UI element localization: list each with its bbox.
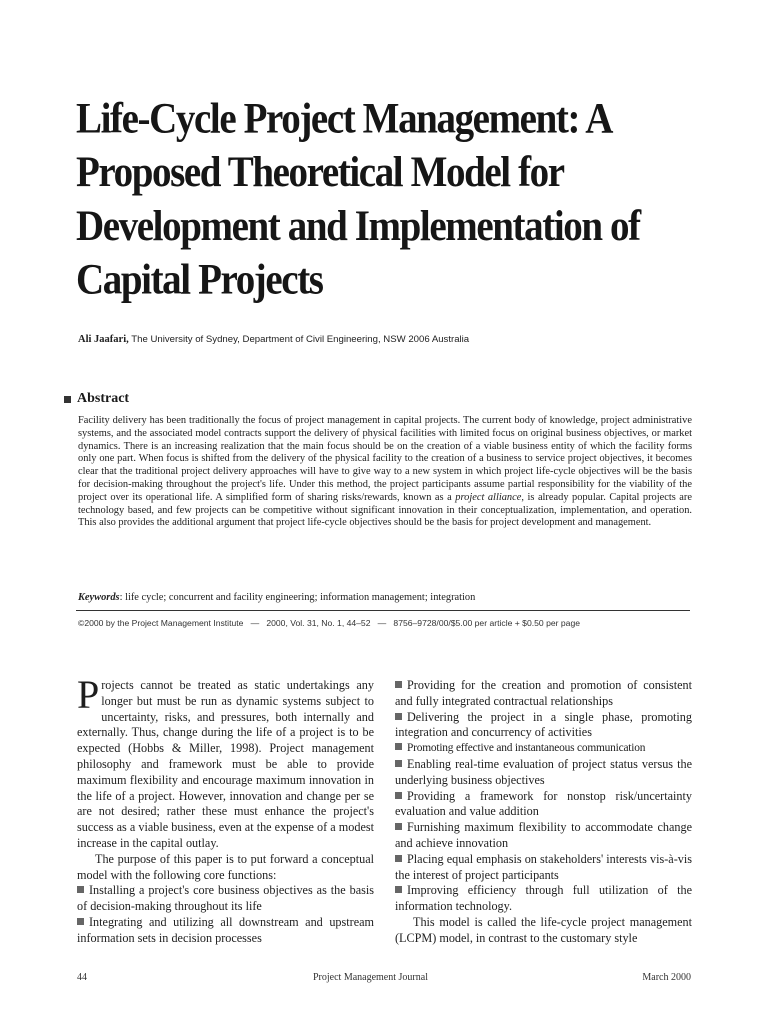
body-paragraph-2: The purpose of this paper is to put forward a conceptual model with the following core functions: [77,851,374,882]
list-item-text: Integrating and utilizing all downstream and upstream information sets in decision processes [77,914,374,945]
list-item [77,915,374,947]
list-item [395,789,692,821]
abstract-body [78,415,692,530]
list-item [395,820,692,852]
list-item-text: Providing for the creation and promotion of consistent and fully integrated contractual relationships [395,678,692,708]
keywords-label: Keywords [78,592,120,603]
list-item-text: Providing a framework for nonstop risk/uncertainty evaluation and value addition [395,788,692,819]
body-paragraph-1 [77,672,374,852]
list-item-text: Enabling real-time evaluation of project status versus the underlying business objectives [395,756,692,787]
paper-title: Life-Cycle Project Management: A Proposed Theoretical Model for Development and Implementation of Capital Projects [76,94,640,304]
list-item-text: Placing equal emphasis on stakeholders' interests vis-à-vis the interest of project participants [395,851,692,882]
square-bullet-icon [395,792,402,799]
body-column-left [77,672,374,947]
author-name: Ali Jaafari, [78,334,129,345]
section-divider [76,610,690,611]
square-bullet-icon [395,886,402,893]
square-bullet-icon [395,823,402,830]
body-paragraph-3: This model is called the life-cycle project management (LCPM) model, in contrast to the customary style [395,914,692,945]
list-item [395,678,692,710]
list-item [395,852,692,884]
list-item [395,741,692,757]
abstract-text-continued: , is already popular. Capital projects are technology based, and few projects can be competitive without significant innovation in their conceptualization, implementation, and operation. This also provides the additional argument that project life-cycle objectives should be the basis for project development and management. [78,491,692,529]
list-item [395,883,692,915]
square-bullet-icon [64,396,71,403]
drop-cap: P [77,672,100,717]
copyright-line: ©2000 by the Project Management Institute — 2000, Vol. 31, No. 1, 44–52 — 8756–9728/00/$5.00 per article + $0.50 per page [78,618,580,628]
list-item-text: Furnishing maximum flexibility to accommodate change and achieve innovation [395,820,692,850]
abstract-italic-term: project alliance [455,491,522,503]
list-item-text: Promoting effective and instantaneous communication [407,742,646,755]
abstract-heading-text: Abstract [77,391,130,406]
author-line [78,334,718,345]
square-bullet-icon [395,855,402,862]
paragraph-text: rojects cannot be treated as static undertakings any longer but must be run as dynamic systems subject to uncertainty, risks, and pressures, both internally and externally. Thus, change during the life of a project is to be expected (Hobbs & Miller, 1998). Project management philosophy and framework must be able to provide maximum flexibility and encourage maximum innovation in the life of a project. However, innovation and change per se are not desired; rather these must enhance the project's success as a viable business, even at the expense of a modest increase in the capital outlay. [77,678,374,850]
square-bullet-icon [395,743,402,750]
abstract-heading [64,391,129,407]
keywords-line [78,592,692,603]
abstract-text: Facility delivery has been traditionally the focus of project management in capital projects. The current body of knowledge, project administrative systems, and the associated model contracts support the delivery of physical facilities with limited focus on original business objectives, or market dynamics. There is an increasing realization that the main focus should be on the creation of a viable business entity of which the facility forms only one part. When focus is shifted from the delivery of the physical facility to the creation of a business to service project objectives, it becomes clear that the traditional project delivery approaches will have to give way to a new system in which project life-cycle objectives will be the basis for decision-making throughout the project's life. Under this method, the project participants assume partial responsibility for the viability of the project over its operational life. A simplified form of sharing risks/rewards, known as a [78,415,692,503]
list-item-text: Installing a project's core business objectives as the basis of decision-making throughout its life [77,883,374,914]
keywords-text: : life cycle; concurrent and facility engineering; information management; integration [119,592,476,603]
list-item [395,710,692,742]
list-item [395,757,692,789]
journal-name: Project Management Journal [313,972,428,983]
square-bullet-icon [395,760,402,767]
list-item-text: Improving efficiency through full utilization of the information technology. [395,883,692,914]
page-number: 44 [77,972,87,983]
issue-date: March 2000 [642,972,691,983]
list-item [77,883,374,915]
square-bullet-icon [77,918,84,925]
square-bullet-icon [395,681,402,688]
list-item-text: Delivering the project in a single phase, promoting integration and concurrency of activities [395,709,692,740]
square-bullet-icon [77,886,84,893]
author-affiliation: The University of Sydney, Department of Civil Engineering, NSW 2006 Australia [131,334,470,345]
square-bullet-icon [395,713,402,720]
body-column-right [395,678,692,947]
